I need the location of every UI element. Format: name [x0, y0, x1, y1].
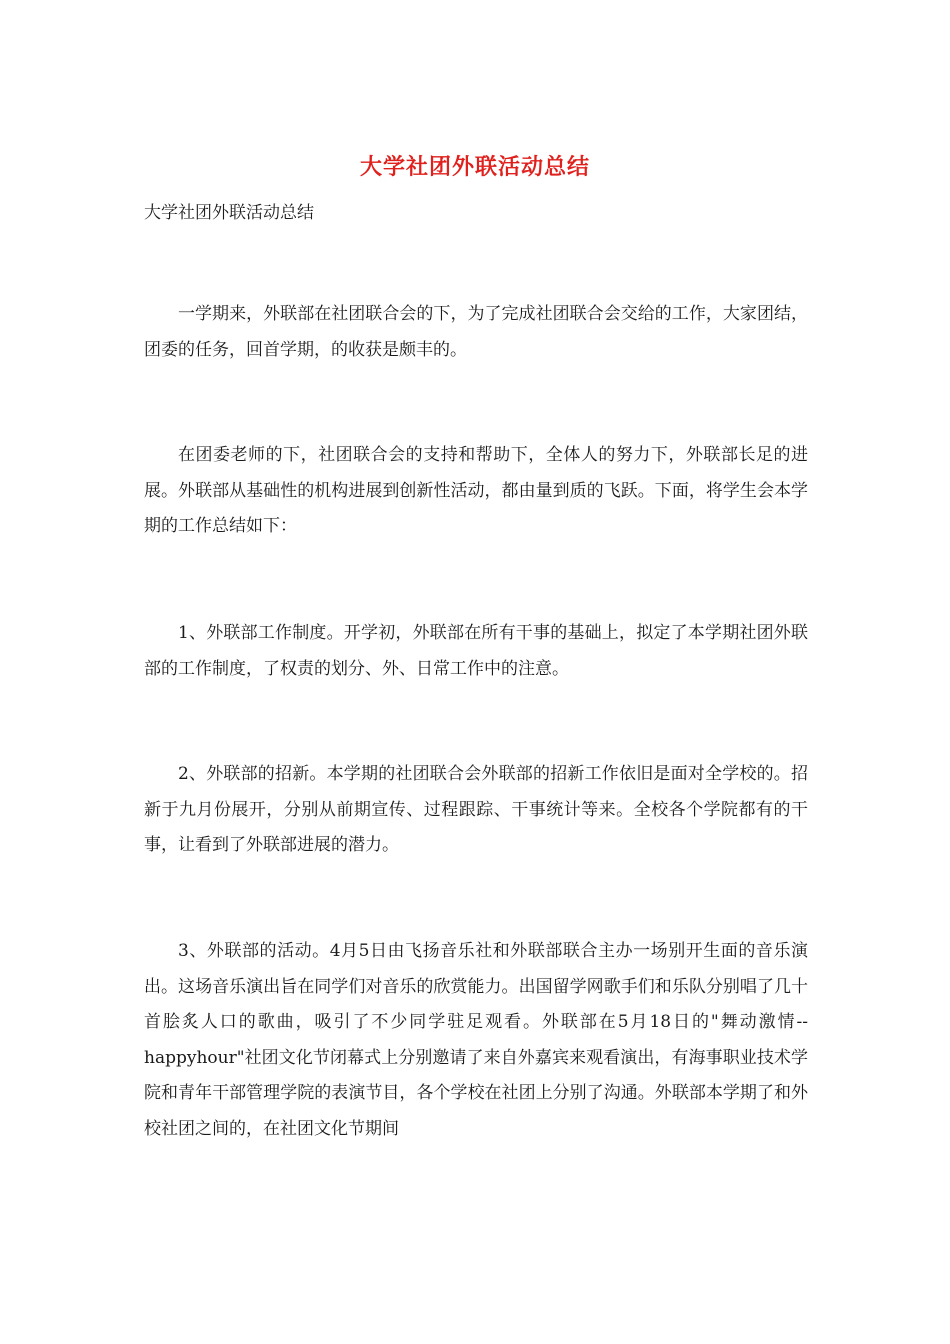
paragraph-overview: 在团委老师的下，社团联合会的支持和帮助下，全体人的努力下，外联部长足的进展。外联部从基础性的机构进展到创新性活动，都由量到质的飞跃。下面，将学生会本学期的工作总结如下：	[144, 445, 808, 536]
paragraph-item-1: 1、外联部工作制度。开学初，外联部在所有干事的基础上，拟定了本学期社团外联部的工作制度，了权责的划分、外、日常工作中的注意。	[144, 623, 808, 679]
paragraph-intro: 一学期来，外联部在社团联合会的下，为了完成社团联合会交给的工作，大家团结，团委的任务，回首学期，的收获是颇丰的。	[144, 304, 808, 360]
document-title: 大学社团外联活动总结	[359, 154, 590, 180]
document-subtitle: 大学社团外联活动总结	[144, 203, 314, 223]
paragraph-item-2: 2、外联部的招新。本学期的社团联合会外联部的招新工作依旧是面对全学校的。招新于九月份展开，分别从前期宣传、过程跟踪、干事统计等来。全校各个学院都有的干事，让看到了外联部进展的潜力。	[144, 764, 808, 855]
paragraph-item-3: 3、外联部的活动。4月5日由飞扬音乐社和外联部联合主办一场别开生面的音乐演出。这场音乐演出旨在同学们对音乐的欣赏能力。出国留学网歌手们和乐队分别唱了几十首脍炙人口的歌曲，吸引了不少同学驻足观看。外联部在5月18日的"舞动激情--happyhour"社团文化节闭幕式上分别邀请了来自外嘉宾来观看演出，有海事职业技术学院和青年干部管理学院的表演节目，各个学校在社团上分别了沟通。外联部本学期了和外校社团之间的，在社团文化节期间	[144, 941, 808, 1139]
